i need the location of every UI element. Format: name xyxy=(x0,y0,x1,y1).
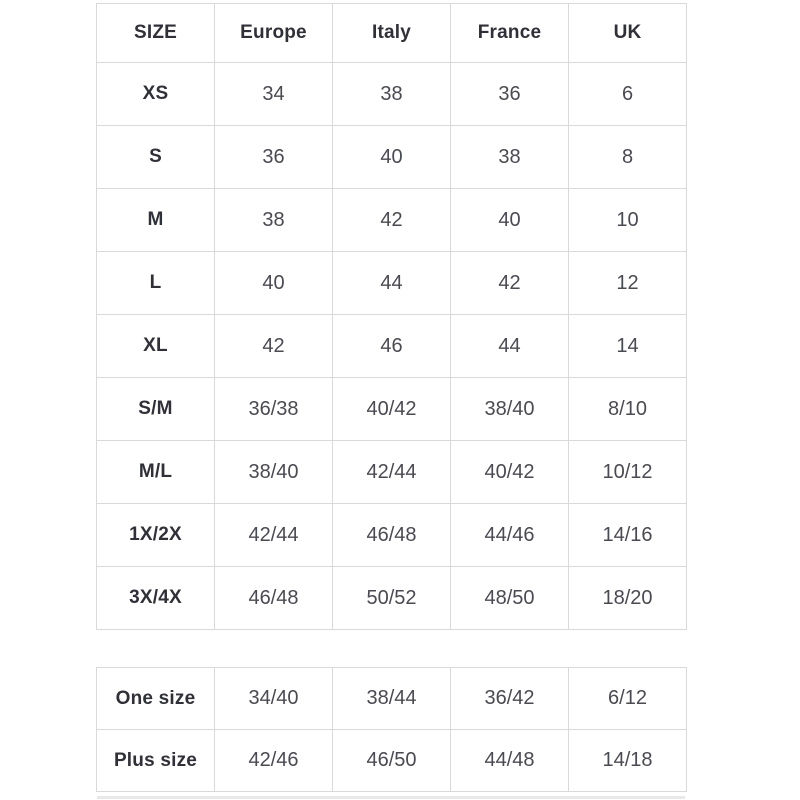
france-value: 44/46 xyxy=(451,504,569,567)
uk-value: 8 xyxy=(569,126,687,189)
table-header-row xyxy=(97,4,687,63)
size-label: M xyxy=(97,189,215,252)
header-europe: Europe xyxy=(215,4,333,63)
table-row-ml xyxy=(97,441,687,504)
uk-value: 6 xyxy=(569,63,687,126)
size-label: L xyxy=(97,252,215,315)
france-value: 38 xyxy=(451,126,569,189)
france-value: 36/42 xyxy=(451,668,569,730)
table-row-xs xyxy=(97,63,687,126)
table-row-xl xyxy=(97,315,687,378)
header-size: SIZE xyxy=(97,4,215,63)
france-value: 48/50 xyxy=(451,567,569,630)
size-label: XS xyxy=(97,63,215,126)
table-row-plus-size xyxy=(97,730,687,792)
europe-value: 42 xyxy=(215,315,333,378)
italy-value: 44 xyxy=(333,252,451,315)
france-value: 36 xyxy=(451,63,569,126)
italy-value: 38 xyxy=(333,63,451,126)
italy-value: 42 xyxy=(333,189,451,252)
italy-value: 42/44 xyxy=(333,441,451,504)
header-italy: Italy xyxy=(333,4,451,63)
france-value: 40/42 xyxy=(451,441,569,504)
europe-value: 38/40 xyxy=(215,441,333,504)
size-label: S/M xyxy=(97,378,215,441)
uk-value: 10/12 xyxy=(569,441,687,504)
france-value: 44 xyxy=(451,315,569,378)
uk-value: 12 xyxy=(569,252,687,315)
size-conversion-table xyxy=(96,3,687,630)
europe-value: 46/48 xyxy=(215,567,333,630)
europe-value: 40 xyxy=(215,252,333,315)
italy-value: 46 xyxy=(333,315,451,378)
europe-value: 42/46 xyxy=(215,730,333,792)
next-table-edge-strip xyxy=(97,796,685,799)
size-label: 1X/2X xyxy=(97,504,215,567)
uk-value: 18/20 xyxy=(569,567,687,630)
italy-value: 40/42 xyxy=(333,378,451,441)
size-label: XL xyxy=(97,315,215,378)
table-row-s xyxy=(97,126,687,189)
europe-value: 34/40 xyxy=(215,668,333,730)
italy-value: 50/52 xyxy=(333,567,451,630)
uk-value: 14/18 xyxy=(569,730,687,792)
size-label: S xyxy=(97,126,215,189)
table-row-sm xyxy=(97,378,687,441)
uk-value: 14 xyxy=(569,315,687,378)
europe-value: 34 xyxy=(215,63,333,126)
size-label: 3X/4X xyxy=(97,567,215,630)
size-label: M/L xyxy=(97,441,215,504)
header-uk: UK xyxy=(569,4,687,63)
italy-value: 46/50 xyxy=(333,730,451,792)
italy-value: 46/48 xyxy=(333,504,451,567)
table-row-3x4x xyxy=(97,567,687,630)
size-label: Plus size xyxy=(97,730,215,792)
italy-value: 38/44 xyxy=(333,668,451,730)
header-france: France xyxy=(451,4,569,63)
size-label: One size xyxy=(97,668,215,730)
europe-value: 42/44 xyxy=(215,504,333,567)
france-value: 38/40 xyxy=(451,378,569,441)
uk-value: 8/10 xyxy=(569,378,687,441)
table-row-one-size xyxy=(97,668,687,730)
europe-value: 36 xyxy=(215,126,333,189)
uk-value: 10 xyxy=(569,189,687,252)
uk-value: 6/12 xyxy=(569,668,687,730)
france-value: 40 xyxy=(451,189,569,252)
europe-value: 36/38 xyxy=(215,378,333,441)
france-value: 42 xyxy=(451,252,569,315)
special-sizes-table xyxy=(96,667,687,792)
table-row-l xyxy=(97,252,687,315)
europe-value: 38 xyxy=(215,189,333,252)
france-value: 44/48 xyxy=(451,730,569,792)
table-row-1x2x xyxy=(97,504,687,567)
uk-value: 14/16 xyxy=(569,504,687,567)
table-row-m xyxy=(97,189,687,252)
italy-value: 40 xyxy=(333,126,451,189)
